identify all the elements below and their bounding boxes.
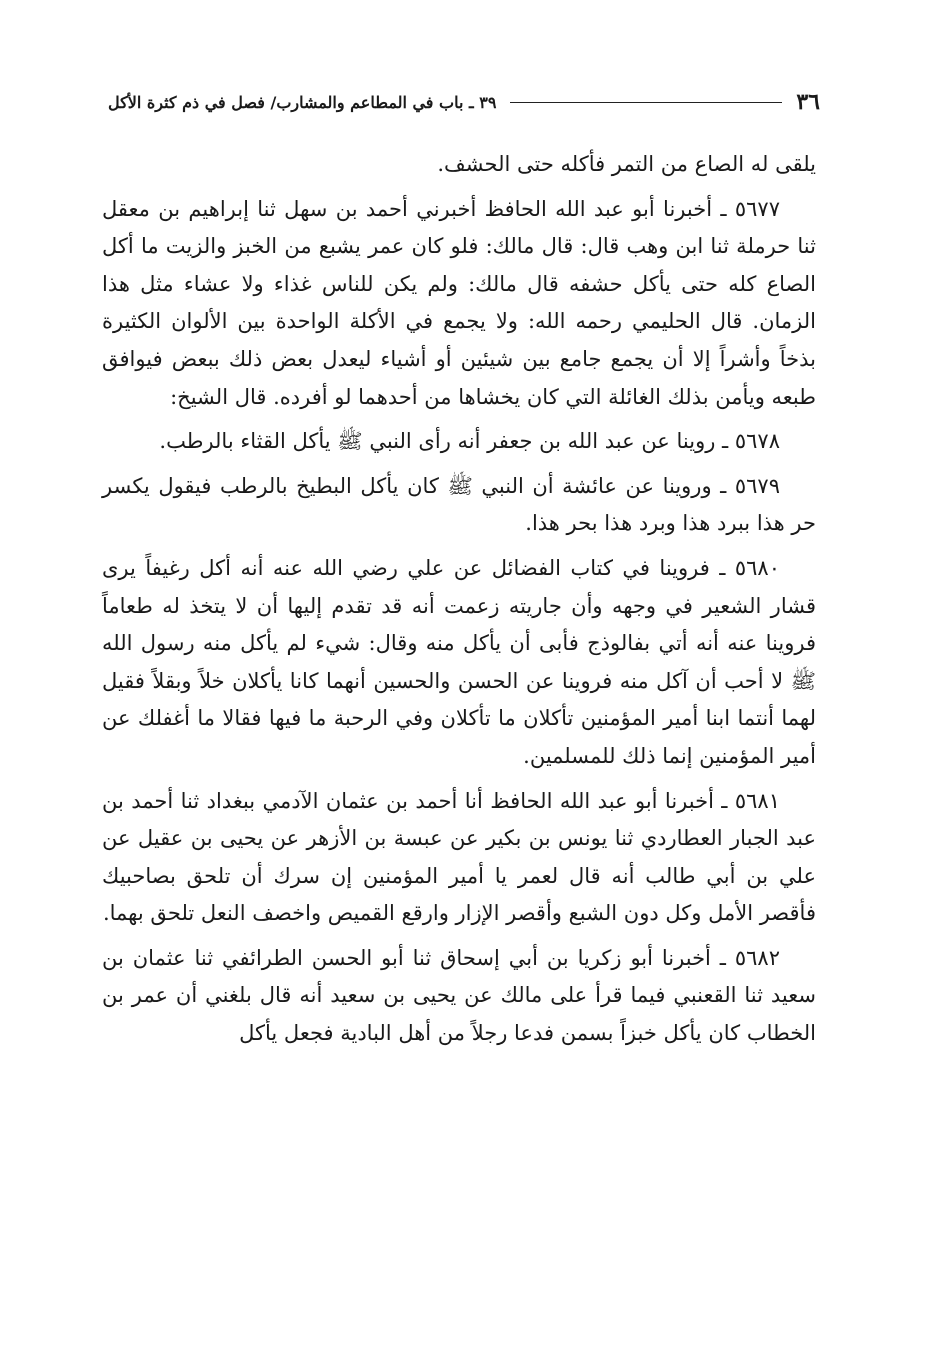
- page-header: [108, 84, 820, 120]
- running-title: ٣٩ ـ باب في المطاعم والمشارب/ فصل في ذم كثرة الأكل: [108, 92, 497, 112]
- paragraph-hadith-5681: ٥٦٨١ ـ أخبرنا أبو عبد الله الحافظ أنا أحمد بن عثمان الآدمي ببغداد ثنا أحمد بن عبد الجبار العطاردي ثنا يونس بن بكير عن عبسة بن الأزهر عن يحيى بن عقيل عن علي بن أبي طالب أنه قال لعمر يا أمير المؤمنين إن سرك أن تلحق بصاحبيك فأقصر الأمل وكل دون الشبع وأقصر الإزار وارقع القميص واخصف النعل تلحق بهما.: [102, 788, 816, 926]
- paragraph-hadith-5680: ٥٦٨٠ ـ فروينا في كتاب الفضائل عن علي رضي الله عنه أنه أكل رغيفاً يرى قشار الشعير في وجهه وأن جاريته زعمت أنه قد تقدم إليها أن لا يتخذ له طعاماً فروينا عنه أنه أتي بفالوذج فأبى أن يأكل منه وقال: شيء لم يأكل منه رسول الله ﷺ لا أحب أن آكل منه فروينا عن الحسن والحسين أنهما كانا يأكلان خلاً وبقلاً فقيل لهما أنتما ابنا أمير المؤمنين تأكلان ما تأكلان وفي الرحبة ما فيها فقالا ما أغفلك عن أمير المؤمنين إنما ذلك للمسلمين.: [102, 555, 816, 768]
- paragraph-hadith-5677: ٥٦٧٧ ـ أخبرنا أبو عبد الله الحافظ أخبرني أحمد بن سهل ثنا إبراهيم بن معقل ثنا حرملة ثنا ابن وهب قال: قال مالك: فلو كان عمر يشبع من الخبز والزيت ما أكل الصاع كله حتى يأكل حشفه قال مالك: ولم يكن للناس غذاء ولا عشاء مثل هذا الزمان. قال الحليمي رحمه الله: ولا يجمع في الأكلة الواحدة بين الألوان الكثيرة بذخاً وأشراً إلا أن يجمع جامع بين شيئين أو أشياء ليعدل بعض ذلك ببعض فيوافق طبعه ويأمن بذلك الغائلة التي كان يخشاها من أحدهما لو أفرده. قال الشيخ:: [102, 196, 816, 409]
- paragraph-hadith-5679: ٥٦٧٩ ـ وروينا عن عائشة أن النبي ﷺ كان يأكل البطيخ بالرطب فيقول يكسر حر هذا ببرد هذا وبرد هذا بحر هذا.: [102, 473, 816, 536]
- paragraph-continuation: يلقى له الصاع من التمر فأكله حتى الحشف.: [437, 152, 816, 176]
- body-text: [102, 146, 816, 1053]
- page-number: ٣٦: [796, 89, 820, 115]
- paragraph-hadith-5678: ٥٦٧٨ ـ روينا عن عبد الله بن جعفر أنه رأى النبي ﷺ يأكل القثاء بالرطب.: [159, 429, 780, 454]
- paragraph-hadith-5682: ٥٦٨٢ ـ أخبرنا أبو زكريا بن أبي إسحاق ثنا أبو الحسن الطرائفي ثنا عثمان بن سعيد ثنا القعنبي فيما قرأ على مالك عن يحيى بن سعيد أنه قال بلغني أن عمر بن الخطاب كان يأكل خبزاً بسمن فدعا رجلاً من أهل البادية فجعل يأكل: [102, 945, 816, 1046]
- header-rule: [510, 102, 782, 103]
